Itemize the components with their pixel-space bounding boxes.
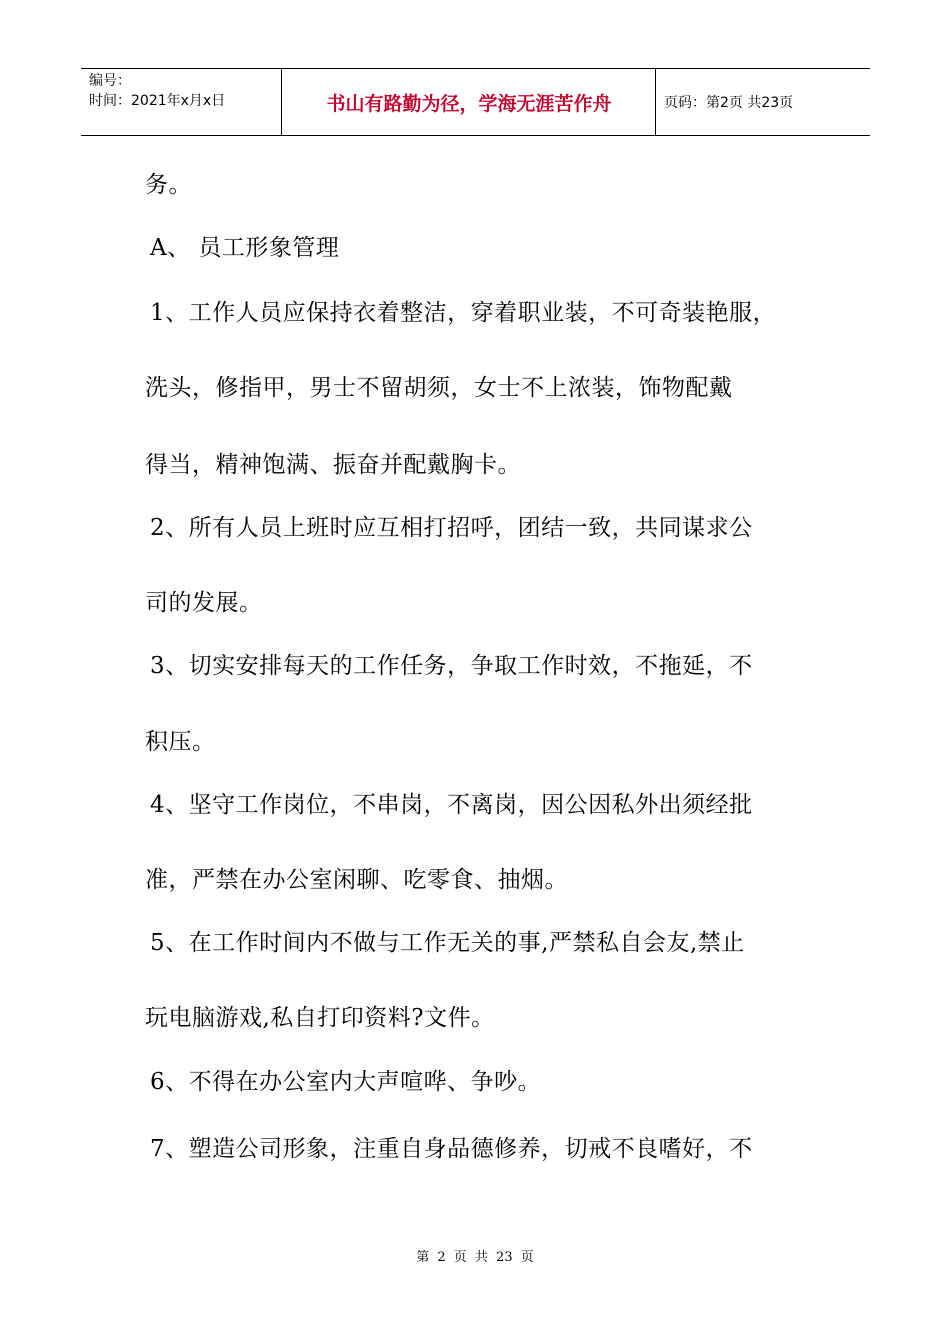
header-page-info: 页码：第2页 共23页 [664, 95, 794, 111]
page-header [81, 68, 870, 136]
body-line: 7、塑造公司形象，注重自身品德修养，切戒不良嗜好，不 [150, 1136, 753, 1162]
body-line: 务。 [145, 172, 192, 198]
body-line: 玩电脑游戏,私自打印资料?文件。 [145, 1005, 495, 1031]
body-line: 3、切实安排每天的工作任务，争取工作时效，不拖延，不 [150, 653, 753, 679]
body-line: 2、所有人员上班时应互相打招呼，团结一致，共同谋求公 [150, 515, 753, 541]
header-meta [89, 71, 225, 111]
section-heading: A、 员工形象管理 [150, 235, 340, 261]
body-line: 1、工作人员应保持衣着整洁，穿着职业装，不可奇装艳服， [150, 300, 777, 326]
header-motto: 书山有路勤为径，学海无涯苦作舟 [326, 92, 612, 115]
body-line: 6、不得在办公室内大声喧哗、争吵。 [150, 1069, 542, 1095]
body-line: 积压。 [145, 729, 216, 755]
body-line: 得当，精神饱满、振奋并配戴胸卡。 [145, 452, 521, 478]
body-line: 准，严禁在办公室闲聊、吃零食、抽烟。 [145, 867, 568, 893]
page-footer: 第 2 页 共 23 页 [416, 1250, 534, 1265]
document-date-label: 时间：2021年x月x日 [89, 93, 226, 109]
body-line: 洗头，修指甲，男士不留胡须，女士不上浓装，饰物配戴 [145, 375, 733, 401]
body-line: 司的发展。 [145, 590, 263, 616]
header-divider-right [655, 69, 656, 135]
body-line: 4、坚守工作岗位，不串岗，不离岗，因公因私外出须经批 [150, 792, 753, 818]
document-number-label: 编号： [89, 73, 131, 89]
body-line: 5、在工作时间内不做与工作无关的事,严禁私自会友,禁止 [150, 930, 745, 956]
header-divider-left [281, 69, 282, 135]
